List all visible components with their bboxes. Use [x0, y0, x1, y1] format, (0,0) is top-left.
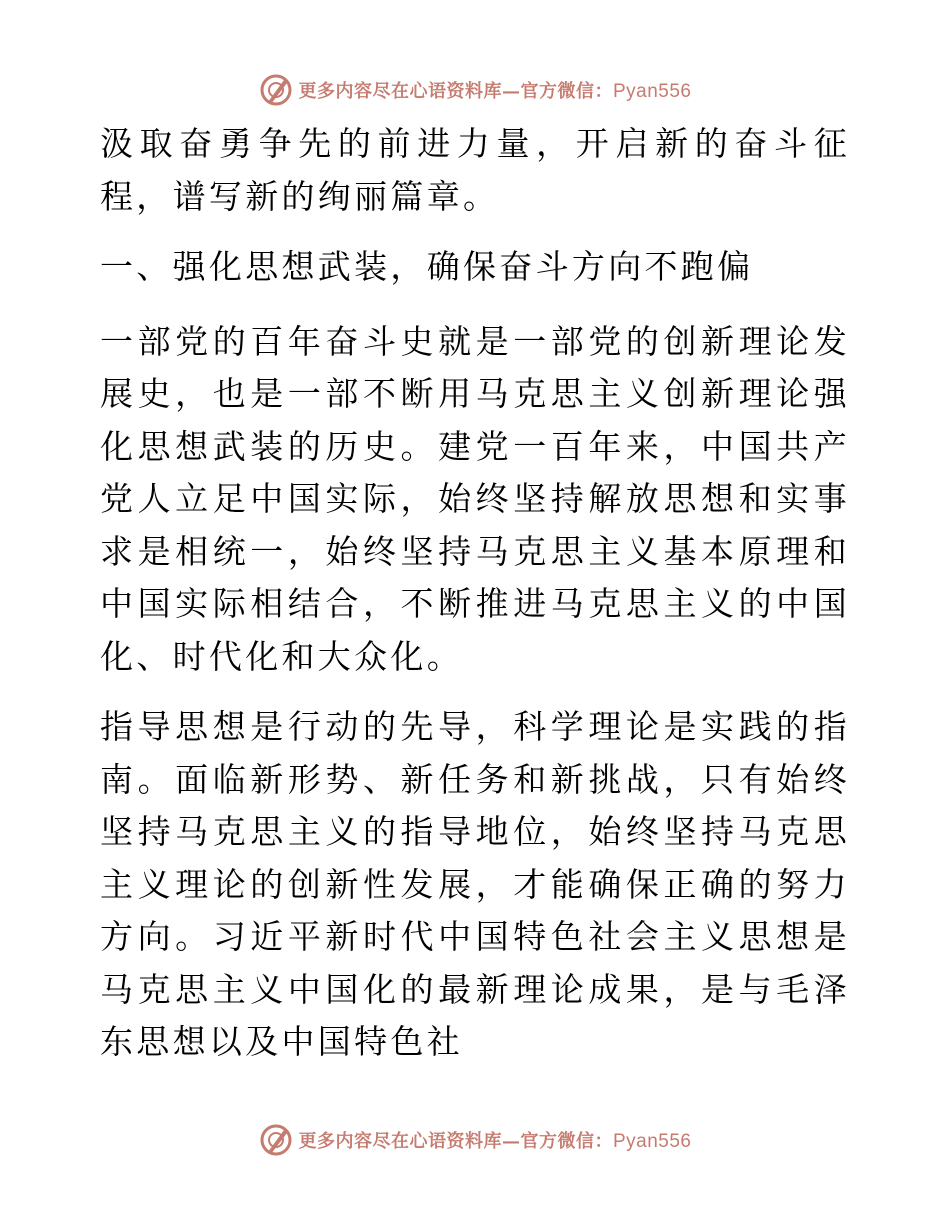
paragraph-3: 指导思想是行动的先导，科学理论是实践的指南。面临新形势、新任务和新挑战，只有始终坚持马克思主义的指导地位，始终坚持马克思主义理论的创新性发展，才能确保正确的努力方向。习近平新时代中国特色社会主义思想是马克思主义中国化的最新理论成果，是与毛泽东思想以及中国特色社 — [100, 707, 850, 1061]
watermark-logo-icon — [258, 72, 294, 108]
watermark-text: 更多内容尽在心语资料库—官方微信：Pyan556 — [298, 81, 692, 102]
paragraph-1: 汲取奋勇争先的前进力量，开启新的奋斗征程，谱写新的绚丽篇章。 — [100, 124, 850, 216]
paragraph-2: 一部党的百年奋斗史就是一部党的创新理论发展史，也是一部不断用马克思主义创新理论强化思想武装的历史。建党一百年来，中国共产党人立足中国实际，始终坚持解放思想和实事求是相统一，始终坚持马克思主义基本原理和中国实际相结合，不断推进马克思主义的中国化、时代化和大众化。 — [100, 321, 850, 676]
footer-watermark — [0, 1120, 950, 1160]
header-watermark — [0, 70, 950, 110]
watermark-logo-icon — [258, 1122, 294, 1158]
section-heading: 一、强化思想武装，确保奋斗方向不跑偏 — [100, 247, 754, 286]
document-body — [100, 118, 850, 1087]
watermark-text: 更多内容尽在心语资料库—官方微信：Pyan556 — [298, 1131, 692, 1152]
